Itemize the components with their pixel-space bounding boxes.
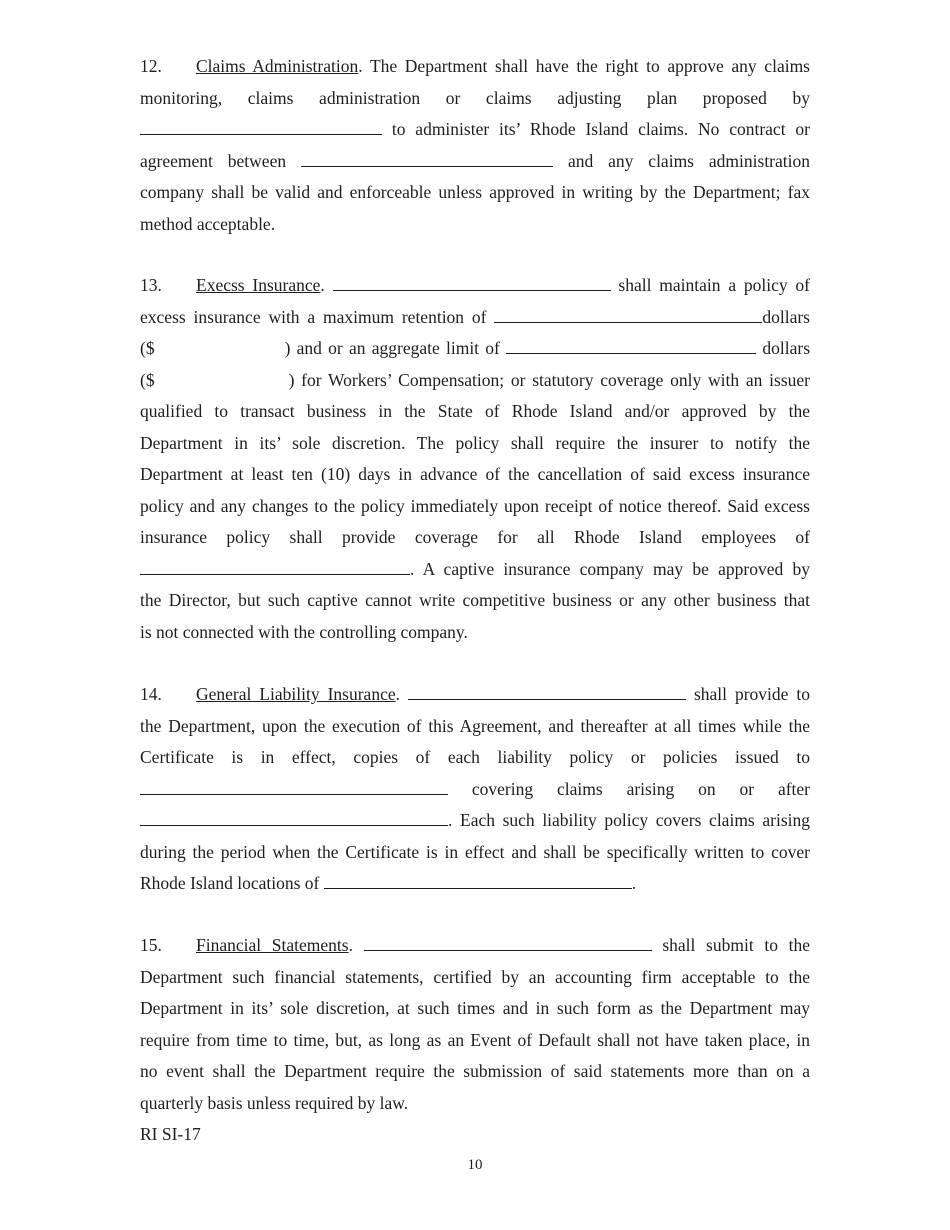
section-title: Financial Statements xyxy=(196,935,349,955)
fill-in-blank[interactable] xyxy=(140,559,410,575)
paragraph-line: the Director, but such captive cannot write competitive business or any other business that xyxy=(140,590,810,610)
fill-in-blank[interactable] xyxy=(140,779,448,795)
paragraph-line: 13. Execss Insurance. shall maintain a policy of xyxy=(140,270,810,302)
paragraph-line: Certificate is in effect, copies of each liability policy or policies issued to xyxy=(140,747,810,767)
paragraph-line: is not connected with the controlling company. xyxy=(140,621,468,642)
paragraph-line: 12. Claims Administration. The Department shall have the right to approve any claims xyxy=(140,51,810,83)
paragraph-line: the Department, upon the execution of this Agreement, and thereafter at all times while the xyxy=(140,715,810,736)
section-number: 15. xyxy=(140,935,162,955)
paragraph-line: ($ ) and or an aggregate limit of dollars xyxy=(140,338,811,358)
section-12-claims-administration xyxy=(140,51,810,240)
paragraph-line: Department in its’ sole discretion. The policy shall require the insurer to notify the xyxy=(140,432,810,453)
fill-in-blank[interactable] xyxy=(364,935,652,951)
fill-in-blank[interactable] xyxy=(333,275,611,291)
paragraph-line: agreement between and any claims administration xyxy=(140,150,810,171)
paragraph-line: during the period when the Certificate is in effect and shall be specifically written to cover xyxy=(140,841,810,862)
section-number: 14. xyxy=(140,684,162,704)
paragraph-line: to administer its’ Rhode Island claims. No contract or xyxy=(140,114,810,146)
form-id: RI SI-17 xyxy=(140,1124,201,1144)
section-14-general-liability-insurance xyxy=(140,679,810,900)
paragraph-line: monitoring, claims administration or claims adjusting plan proposed by xyxy=(140,87,810,108)
paragraph-line: . Each such liability policy covers claims arising xyxy=(140,805,810,837)
fill-in-blank[interactable] xyxy=(140,119,382,135)
paragraph-line: 14. General Liability Insurance. shall provide to xyxy=(140,679,810,711)
section-13-excess-insurance xyxy=(140,270,810,648)
paragraph-line: quarterly basis unless required by law. xyxy=(140,1092,409,1113)
fill-in-blank[interactable] xyxy=(301,151,553,167)
paragraph-line: Department such financial statements, certified by an accounting firm acceptable to the xyxy=(140,966,810,987)
section-15-financial-statements xyxy=(140,930,810,1119)
section-number: 13. xyxy=(140,275,162,295)
section-title: General Liability Insurance xyxy=(196,684,396,704)
section-title: Claims Administration xyxy=(196,56,359,76)
paragraph-line: covering claims arising on or after xyxy=(140,774,810,806)
paragraph-line: qualified to transact business in the State of Rhode Island and/or approved by the xyxy=(140,401,810,421)
paragraph-line: no event shall the Department require the submission of said statements more than on a xyxy=(140,1061,810,1081)
fill-in-blank[interactable] xyxy=(140,810,448,826)
paragraph-line: require from time to time, but, as long as an Event of Default shall not have taken place, in xyxy=(140,1029,810,1050)
fill-in-blank[interactable] xyxy=(408,684,686,700)
paragraph-line: Department at least ten (10) days in advance of the cancellation of said excess insurance xyxy=(140,464,810,484)
page-number: 10 xyxy=(467,1157,483,1173)
paragraph-line: method acceptable. xyxy=(140,213,276,234)
paragraph-line: 15. Financial Statements. shall submit to the xyxy=(140,930,810,962)
fill-in-blank[interactable] xyxy=(506,338,756,354)
paragraph-line: policy and any changes to the policy immediately upon receipt of notice thereof. Said excess xyxy=(140,495,810,516)
fill-in-blank[interactable] xyxy=(324,873,632,889)
paragraph-line: insurance policy shall provide coverage for all Rhode Island employees of xyxy=(140,527,810,547)
paragraph-line: ($ ) for Workers’ Compensation; or statutory coverage only with an issuer xyxy=(140,369,810,390)
section-number: 12. xyxy=(140,56,162,76)
fill-in-blank[interactable] xyxy=(494,307,762,323)
paragraph-line: company shall be valid and enforceable unless approved in writing by the Department; fax xyxy=(140,182,810,202)
paragraph-line: Department in its’ sole discretion, at such times and in such form as the Department may xyxy=(140,998,810,1018)
paragraph-line: . A captive insurance company may be approved by xyxy=(140,554,810,586)
section-title: Execss Insurance xyxy=(196,275,321,295)
paragraph-line: excess insurance with a maximum retention of dollars xyxy=(140,306,810,327)
paragraph-line: Rhode Island locations of . xyxy=(140,873,637,893)
